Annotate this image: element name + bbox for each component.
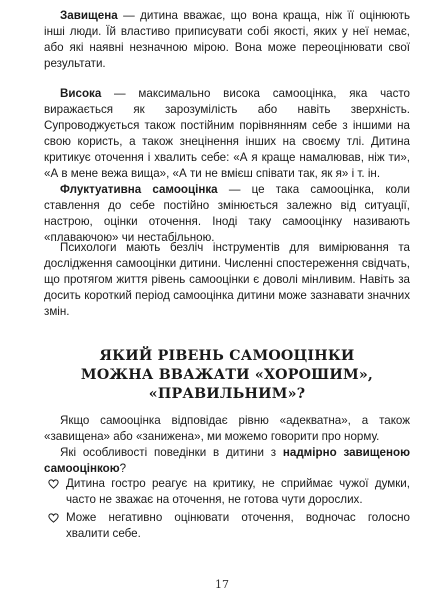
paragraph-text: — максимально висока самооцінка, яка часто виражається як зарозумілість або навіть зверхність. Супроводжується також постійним порівнянням себе з іншими на свою користь, а також знецінення інших на своєму тлі. Дитина критикує оточення і хвалить себе: «А я краще намалював, ніж ти», «А в мене вежа вища», «А ти не вмієш співати так, як я» і т. ін. <box>44 87 410 180</box>
list-item-text: Дитина гостро реагує на критику, не сприймає чужої думки, часто не зважає на оточення, не готова чути дорослих. <box>66 477 410 506</box>
question-text: Які особливості поведінки в дитини з <box>60 446 283 459</box>
page-number: 17 <box>215 578 229 591</box>
term-inflated: Завищена <box>60 9 118 22</box>
heart-outline-icon <box>48 513 59 523</box>
heart-outline-icon <box>48 479 59 489</box>
section-heading <box>44 347 410 404</box>
paragraph-text: — дитина вважає, що вона краща, ніж її оцінюють інші люди. Їй властиво приписувати собі якості, яких у неї немає, або які наявні незначною мірою. Вона може переоцінювати свої результати. <box>44 9 410 70</box>
list-item <box>44 476 410 508</box>
heading-line-1: ЯКИЙ РІВЕНЬ САМООЦІНКИ <box>99 348 355 364</box>
paragraph-inflated <box>44 8 410 72</box>
paragraph-norm: Якщо самооцінка відповідає рівню «адекватна», а також «завищена» або «занижена», ми можемо говорити про норму. <box>44 414 410 443</box>
term-high: Висока <box>60 87 102 100</box>
term-fluctuating: Флуктуативна самооцінка <box>60 183 218 196</box>
question-emphasis: надмірно завищеною самооцінкою <box>44 446 410 475</box>
heading-line-3: «ПРАВИЛЬНИМ»? <box>148 386 306 402</box>
paragraph-text: — це така самооцінка, коли ставлення до себе постійно змінюється залежно від ситуації, настрою, оцінки оточення. Іноді таку самооцінку називають «плаваючою» чи нестабільною. <box>44 183 410 244</box>
paragraph-question <box>44 445 410 477</box>
question-mark: ? <box>119 462 127 475</box>
heading-line-2: МОЖНА ВВАЖАТИ «ХОРОШИМ», <box>80 367 374 383</box>
paragraph-high <box>44 86 410 182</box>
list-item <box>44 510 410 542</box>
paragraph-fluctuating <box>44 182 410 246</box>
behavior-list <box>44 476 410 544</box>
list-item-text: Може негативно оцінювати оточення, водночас голосно хвалити себе. <box>66 511 410 540</box>
paragraph-measurement: Психологи мають безліч інструментів для вимірювання та дослідження самооцінки дитини. Численні спостереження свідчать, що протягом життя рівень самооцінки є доволі мінливим. Навіть за досить короткий період самооцінка дитини може зазнавати значних змін. <box>44 241 410 318</box>
